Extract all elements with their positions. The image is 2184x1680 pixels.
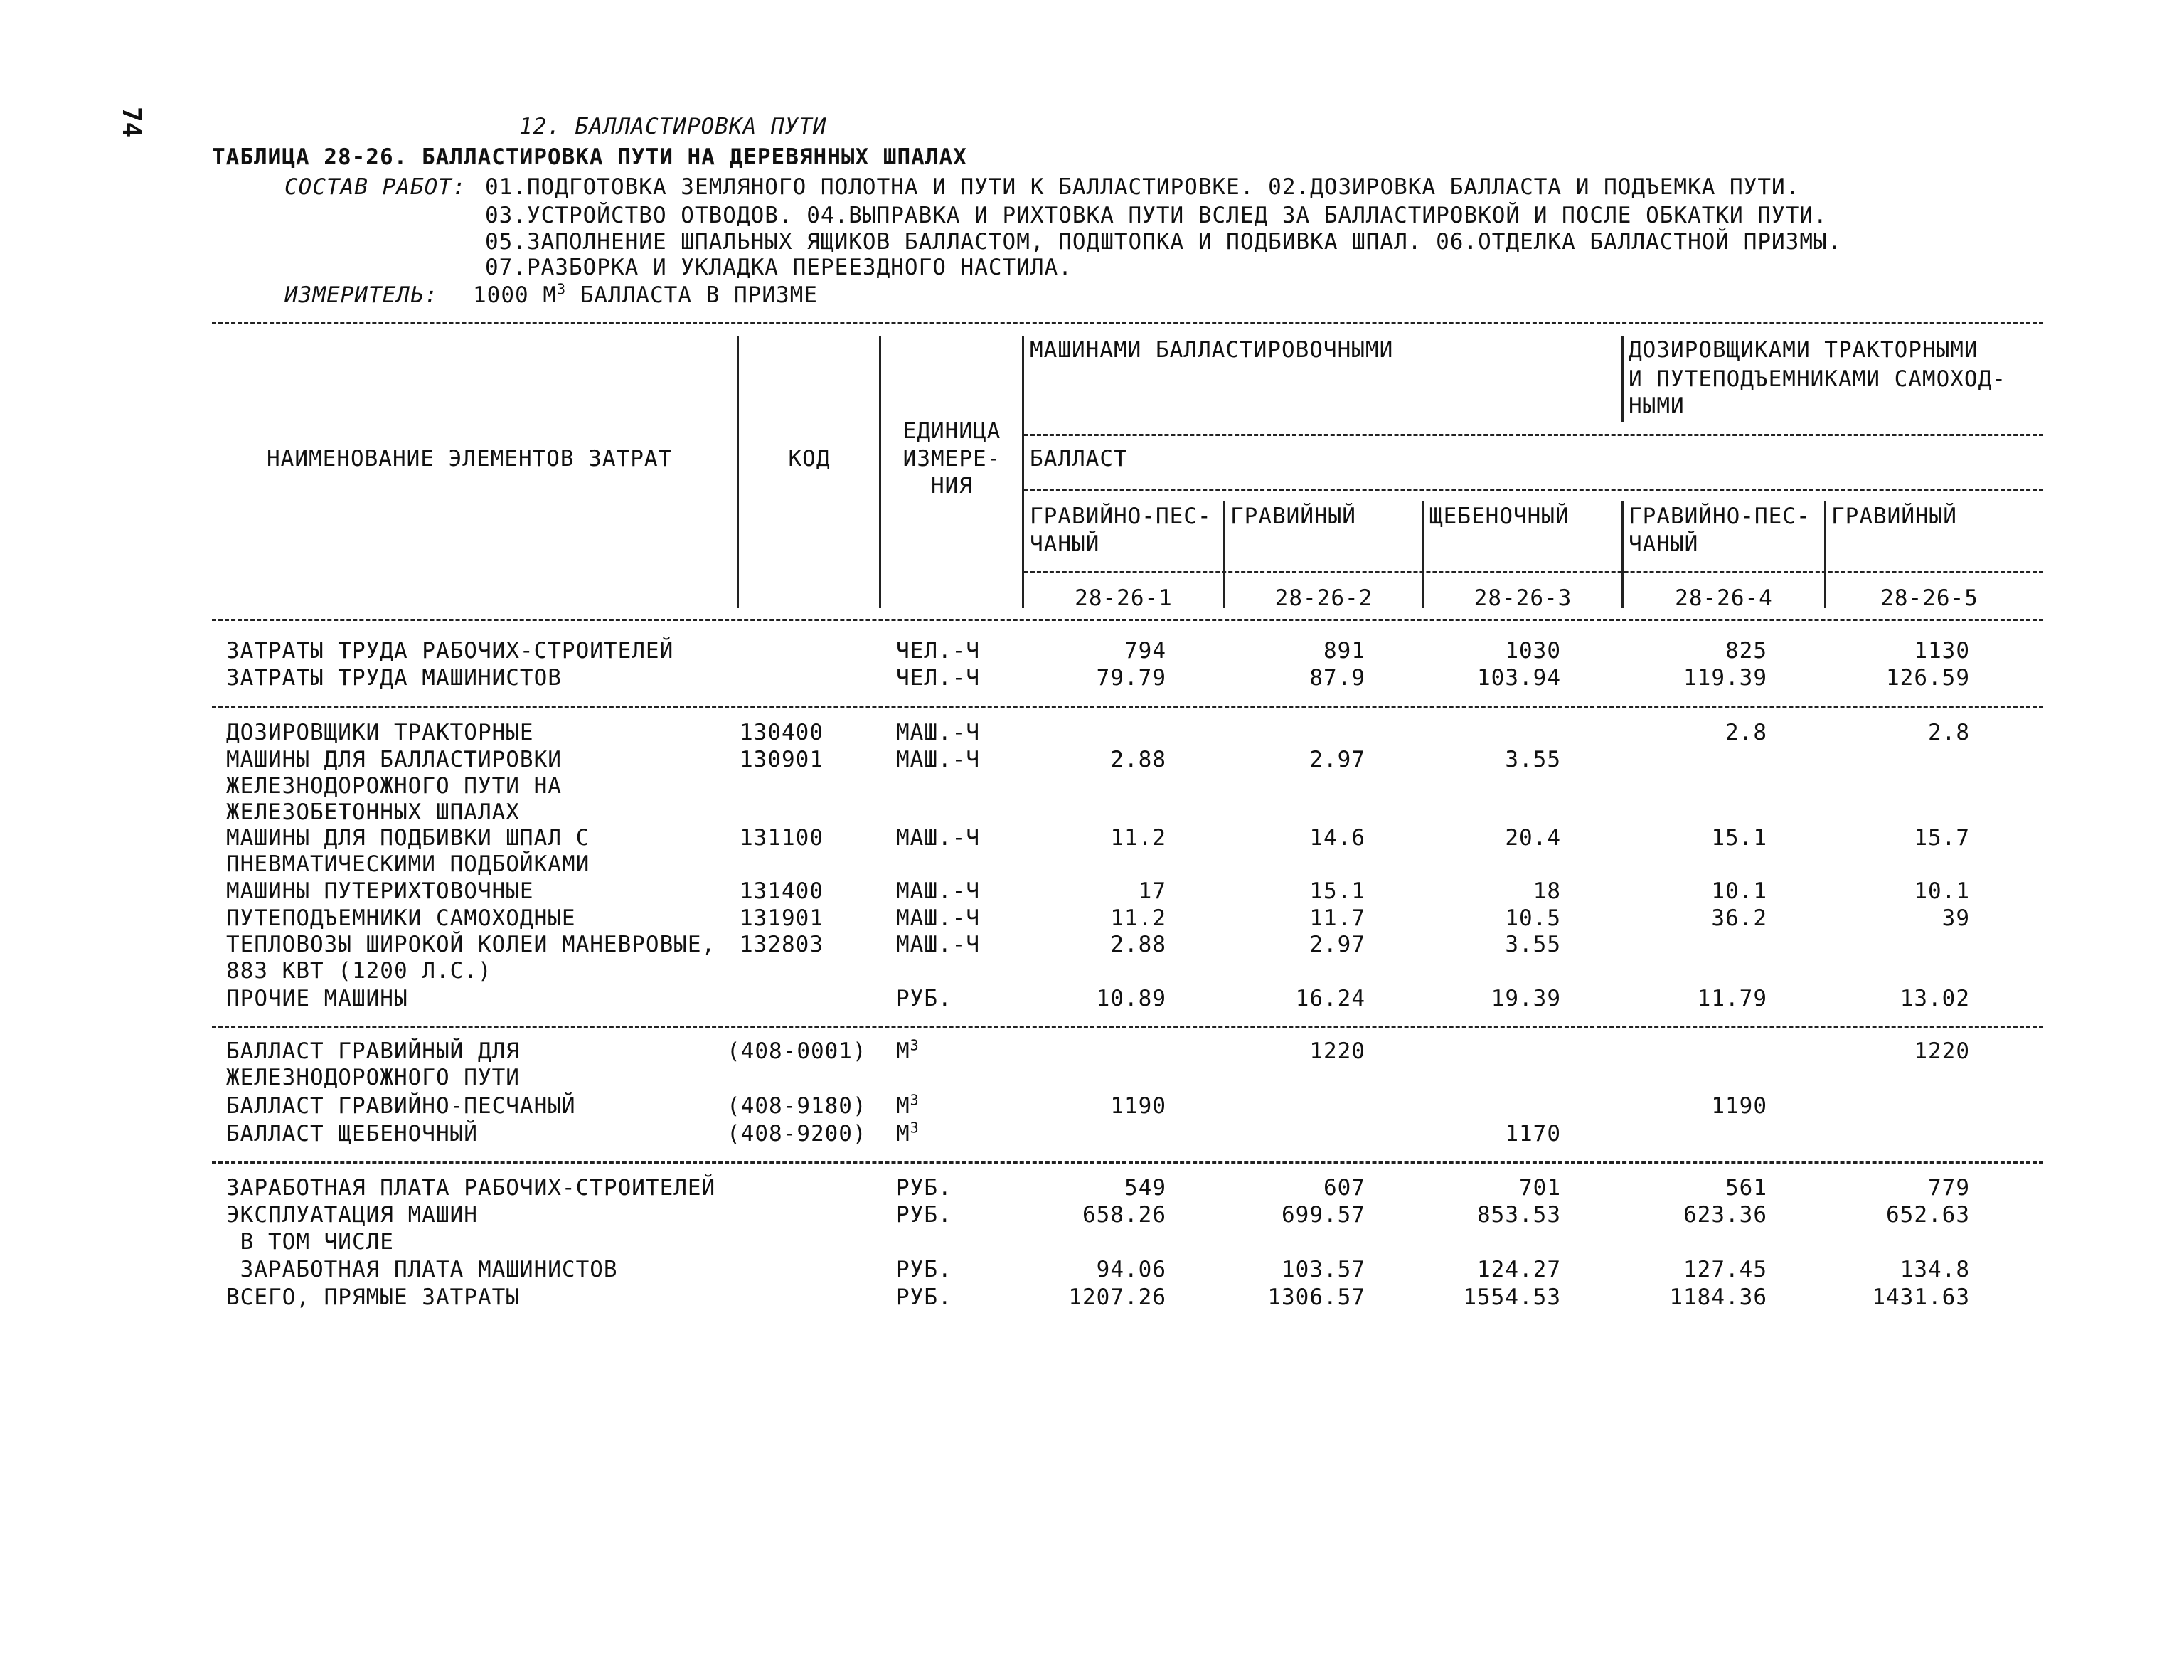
header-group2-1: ДОЗИРОВЩИКАМИ ТРАКТОРНЫМИ	[1629, 337, 1978, 363]
row-value: 103.94	[1477, 665, 1561, 691]
row-unit: МАШ.-Ч	[896, 932, 980, 957]
row-value: 891	[1323, 638, 1365, 664]
row-value: 36.2	[1711, 905, 1767, 931]
row-value: 10.5	[1505, 905, 1561, 931]
row-value: 3.55	[1505, 747, 1561, 772]
row-name: БАЛЛАСТ ГРАВИЙНО-ПЕСЧАНЫЙ	[226, 1093, 576, 1119]
row-name: ВСЕГО, ПРЯМЫЕ ЗАТРАТЫ	[226, 1285, 520, 1310]
row-code: 130901	[740, 747, 824, 772]
work-line-1: 01.ПОДГОТОВКА ЗЕМЛЯНОГО ПОЛОТНА И ПУТИ К БАЛЛАСТИРОВКЕ. 02.ДОЗИРОВКА БАЛЛАСТА И ПОДЪЕМКА ПУТИ.	[485, 174, 1800, 200]
row-value: 1554.53	[1463, 1285, 1561, 1310]
row-name: МАШИНЫ ПУТЕРИХТОВОЧНЫЕ	[226, 878, 534, 904]
row-value: 103.57	[1282, 1257, 1365, 1282]
work-line-3: 05.ЗАПОЛНЕНИЕ ШПАЛЬНЫХ ЯЩИКОВ БАЛЛАСТОМ, ПОДШТОПКА И ПОДБИВКА ШПАЛ. 06.ОТДЕЛКА БАЛЛАСТНОЙ ПРИЗМЫ.	[485, 229, 1842, 255]
row-name: ЖЕЛЕЗОБЕТОННЫХ ШПАЛАХ	[226, 799, 520, 825]
row-name: 883 КВТ (1200 Л.С.)	[226, 958, 492, 984]
row-value: 2.97	[1309, 932, 1365, 957]
header-sub1-2: ЧАНЫЙ	[1030, 531, 1100, 557]
row-value: 1190	[1711, 1093, 1767, 1119]
row-name: ЗАРАБОТНАЯ ПЛАТА РАБОЧИХ-СТРОИТЕЛЕЙ	[226, 1175, 716, 1201]
row-code: (408-9180)	[727, 1093, 867, 1119]
row-value: 3.55	[1505, 932, 1561, 957]
row-value: 825	[1725, 638, 1767, 664]
header-sub1-1: ГРАВИЙНО-ПЕС-	[1030, 504, 1212, 529]
row-code: (408-9200)	[727, 1121, 867, 1147]
row-name: ЗАТРАТЫ ТРУДА МАШИНИСТОВ	[226, 665, 562, 691]
header-group2-3: НЫМИ	[1629, 393, 1685, 419]
row-name: ПУТЕПОДЪЕМНИКИ САМОХОДНЫЕ	[226, 905, 576, 931]
row-unit: РУБ.	[896, 1257, 952, 1282]
row-name: БАЛЛАСТ ГРАВИЙНЫЙ ДЛЯ	[226, 1038, 520, 1064]
header-unit-3: НИЯ	[931, 473, 973, 499]
row-value: 1170	[1505, 1121, 1561, 1147]
row-value: 10.1	[1914, 878, 1970, 904]
row-value: 11.2	[1110, 905, 1166, 931]
row-name: ЖЕЛЕЗНОДОРОЖНОГО ПУТИ	[226, 1065, 520, 1090]
row-name: ЗАТРАТЫ ТРУДА РАБОЧИХ-СТРОИТЕЛЕЙ	[226, 638, 674, 664]
header-unit-1: ЕДИНИЦА	[902, 418, 1001, 444]
row-value: 17	[1138, 878, 1166, 904]
work-line-2: 03.УСТРОЙСТВО ОТВОДОВ. 04.ВЫПРАВКА И РИХТОВКА ПУТИ ВСЛЕД ЗА БАЛЛАСТИРОВКОЙ И ПОСЛЕ ОБКАТКИ ПУТИ.	[485, 203, 1828, 228]
row-unit: МАШ.-Ч	[896, 878, 980, 904]
row-value: 1190	[1110, 1093, 1166, 1119]
row-value: 779	[1928, 1175, 1970, 1201]
row-value: 853.53	[1477, 1202, 1561, 1228]
row-value: 10.89	[1096, 986, 1166, 1011]
row-value: 18	[1533, 878, 1561, 904]
row-value: 2.8	[1928, 720, 1970, 745]
row-value: 1220	[1309, 1038, 1365, 1064]
row-unit: МАШ.-Ч	[896, 905, 980, 931]
row-value: 10.1	[1711, 878, 1767, 904]
row-code: 131901	[740, 905, 824, 931]
row-code: 131400	[740, 878, 824, 904]
row-unit: РУБ.	[896, 986, 952, 1011]
row-name: МАШИНЫ ДЛЯ ПОДБИВКИ ШПАЛ С	[226, 825, 590, 851]
rule-header-bottom	[212, 619, 2043, 621]
row-value: 14.6	[1309, 825, 1365, 851]
row-value: 15.1	[1309, 878, 1365, 904]
vline-group	[1621, 336, 1624, 422]
rule-header-1	[1024, 434, 2043, 436]
row-value: 699.57	[1282, 1202, 1365, 1228]
row-value: 79.79	[1096, 665, 1166, 691]
header-sub5-1: ГРАВИЙНЫЙ	[1831, 504, 1957, 529]
row-name: ПНЕВМАТИЧЕСКИМИ ПОДБОЙКАМИ	[226, 851, 590, 877]
header-code-1: 28-26-1	[1075, 585, 1173, 611]
header-code-5: 28-26-5	[1880, 585, 1978, 611]
row-value: 127.45	[1683, 1257, 1767, 1282]
row-value: 2.97	[1309, 747, 1365, 772]
row-unit: МАШ.-Ч	[896, 825, 980, 851]
row-value: 94.06	[1096, 1257, 1166, 1282]
row-unit: $М^3$	[896, 1119, 920, 1147]
vline-code	[879, 336, 881, 608]
row-unit: МАШ.-Ч	[896, 720, 980, 745]
row-value: 119.39	[1683, 665, 1767, 691]
row-value: 1207.26	[1068, 1285, 1166, 1310]
row-value: 15.7	[1914, 825, 1970, 851]
row-value: 623.36	[1683, 1202, 1767, 1228]
vline-unit	[1022, 336, 1024, 608]
row-value: 1220	[1914, 1038, 1970, 1064]
vline-name	[737, 336, 739, 608]
row-name: МАШИНЫ ДЛЯ БАЛЛАСТИРОВКИ	[226, 747, 562, 772]
row-name: В ТОМ ЧИСЛЕ	[226, 1229, 394, 1255]
row-value: 13.02	[1900, 986, 1970, 1011]
page-number: 74	[117, 107, 146, 138]
header-code-4: 28-26-4	[1675, 585, 1773, 611]
row-value: 1130	[1914, 638, 1970, 664]
row-name: ТЕПЛОВОЗЫ ШИРОКОЙ КОЛЕИ МАНЕВРОВЫЕ,	[226, 932, 716, 957]
table-title: ТАБЛИЦА 28-26. БАЛЛАСТИРОВКА ПУТИ НА ДЕРЕВЯННЫХ ШПАЛАХ	[212, 144, 967, 170]
row-value: 11.2	[1110, 825, 1166, 851]
row-value: 652.63	[1886, 1202, 1970, 1228]
row-unit: РУБ.	[896, 1202, 952, 1228]
row-value: 19.39	[1491, 986, 1561, 1011]
row-name: ПРОЧИЕ МАШИНЫ	[226, 986, 408, 1011]
work-composition-label: СОСТАВ РАБОТ:	[284, 174, 467, 200]
row-value: 20.4	[1505, 825, 1561, 851]
header-sub3-1: ЩЕБЕНОЧНЫЙ	[1429, 504, 1570, 529]
row-code: 131100	[740, 825, 824, 851]
row-unit: $М^3$	[896, 1091, 920, 1119]
row-name: ЗАРАБОТНАЯ ПЛАТА МАШИНИСТОВ	[226, 1257, 618, 1282]
row-code: 132803	[740, 932, 824, 957]
rule-section-1	[212, 706, 2043, 708]
row-value: 1184.36	[1669, 1285, 1767, 1310]
row-unit: МАШ.-Ч	[896, 747, 980, 772]
row-name: ЭКСПЛУАТАЦИЯ МАШИН	[226, 1202, 478, 1228]
row-value: 39	[1941, 905, 1970, 931]
row-value: 1030	[1505, 638, 1561, 664]
row-value: 1306.57	[1267, 1285, 1365, 1310]
section-title: 12. БАЛЛАСТИРОВКА ПУТИ	[519, 114, 827, 139]
header-sub2-1: ГРАВИЙНЫЙ	[1230, 504, 1356, 529]
row-value: 134.8	[1900, 1257, 1970, 1282]
rule-header-2	[1024, 489, 2043, 491]
row-value: 794	[1124, 638, 1166, 664]
row-value: 11.79	[1697, 986, 1767, 1011]
row-value: 561	[1725, 1175, 1767, 1201]
header-code: КОД	[788, 446, 831, 472]
rule-header-3	[1024, 571, 2043, 573]
row-value: 87.9	[1309, 665, 1365, 691]
row-unit: РУБ.	[896, 1285, 952, 1310]
header-ballast: БАЛЛАСТ	[1030, 446, 1128, 472]
row-value: 1431.63	[1872, 1285, 1970, 1310]
row-value: 658.26	[1082, 1202, 1166, 1228]
header-name: НАИМЕНОВАНИЕ ЭЛЕМЕНТОВ ЗАТРАТ	[267, 446, 673, 472]
meter-label: ИЗМЕРИТЕЛЬ:	[284, 282, 439, 308]
row-value: 16.24	[1295, 986, 1365, 1011]
header-code-3: 28-26-3	[1474, 585, 1572, 611]
row-unit: $М^3$	[896, 1036, 920, 1064]
header-sub4-2: ЧАНЫЙ	[1629, 531, 1699, 557]
rule-section-2	[212, 1026, 2043, 1028]
row-value: 607	[1323, 1175, 1365, 1201]
row-value: 549	[1124, 1175, 1166, 1201]
header-sub4-1: ГРАВИЙНО-ПЕС-	[1629, 504, 1811, 529]
header-group1: МАШИНАМИ БАЛЛАСТИРОВОЧНЫМИ	[1030, 337, 1394, 363]
header-unit-2: ИЗМЕРЕ-	[902, 446, 1001, 472]
row-value: 11.7	[1309, 905, 1365, 931]
row-name: ЖЕЛЕЗНОДОРОЖНОГО ПУТИ НА	[226, 773, 562, 799]
row-value: 15.1	[1711, 825, 1767, 851]
row-unit: ЧЕЛ.-Ч	[896, 665, 980, 691]
row-name: БАЛЛАСТ ЩЕБЕНОЧНЫЙ	[226, 1121, 478, 1147]
header-group2-2: И ПУТЕПОДЪЕМНИКАМИ САМОХОД-	[1629, 366, 2006, 392]
row-value: 2.8	[1725, 720, 1767, 745]
row-value: 701	[1519, 1175, 1561, 1201]
row-unit: РУБ.	[896, 1175, 952, 1201]
rule-section-3	[212, 1161, 2043, 1164]
row-code: (408-0001)	[727, 1038, 867, 1064]
row-value: 124.27	[1477, 1257, 1561, 1282]
row-name: ДОЗИРОВЩИКИ ТРАКТОРНЫЕ	[226, 720, 534, 745]
row-unit: ЧЕЛ.-Ч	[896, 638, 980, 664]
meter-value: 1000 $М^3$ БАЛЛАСТА В ПРИЗМЕ	[473, 280, 818, 308]
work-line-4: 07.РАЗБОРКА И УКЛАДКА ПЕРЕЕЗДНОГО НАСТИЛА.	[485, 255, 1072, 280]
row-value: 126.59	[1886, 665, 1970, 691]
row-value: 2.88	[1110, 747, 1166, 772]
row-value: 2.88	[1110, 932, 1166, 957]
row-code: 130400	[740, 720, 824, 745]
rule-top	[212, 322, 2043, 324]
header-code-2: 28-26-2	[1274, 585, 1373, 611]
